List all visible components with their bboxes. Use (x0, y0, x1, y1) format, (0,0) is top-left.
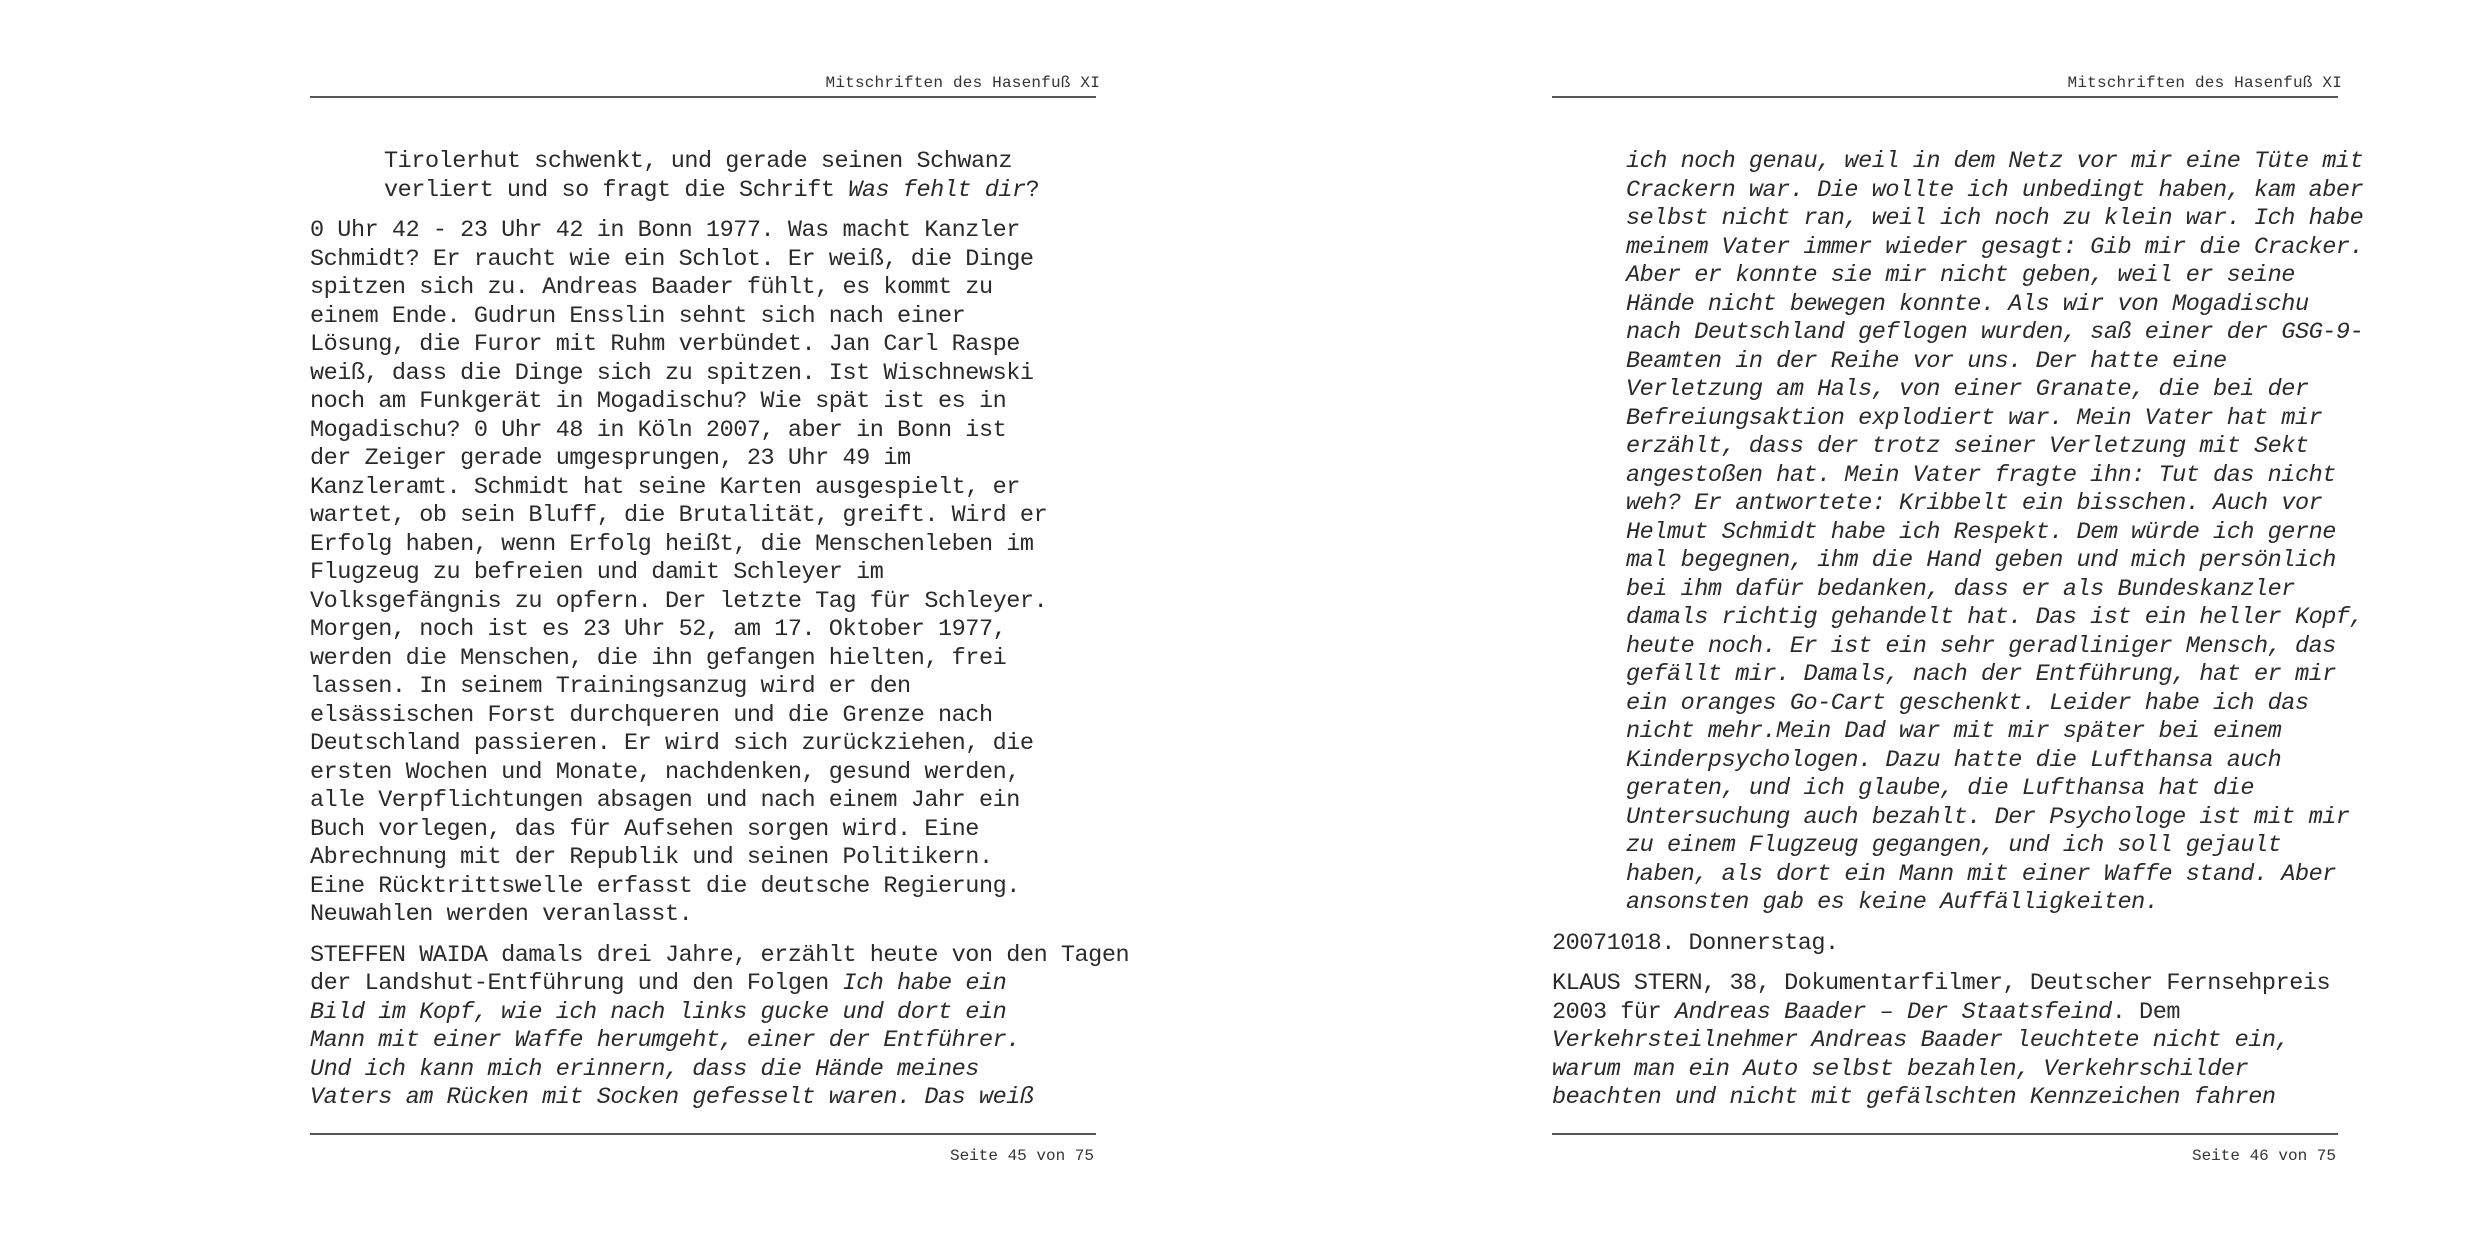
italic-text: damals richtig gehandelt hat. Das ist ein heller Kopf, (1626, 604, 2364, 631)
text-line (310, 1027, 1096, 1056)
footer-rule (310, 1133, 1096, 1135)
italic-text: selbst nicht ran, weil ich noch zu klein war. Ich habe (1626, 205, 2364, 232)
text-segment: Morgen, noch ist es 23 Uhr 52, am 17. Oktober 1977, (310, 616, 1007, 643)
text-line (310, 998, 1096, 1028)
text-line (1552, 1084, 2338, 1113)
text-line (1552, 929, 2338, 959)
text-line (310, 730, 1096, 759)
text-segment: Abrechnung mit der Republik und seinen Politikern. (310, 844, 993, 871)
text-segment: Eine Rücktrittswelle erfasst die deutsche Regierung. (310, 872, 1020, 900)
italic-text: meinem Vater immer wieder gesagt: Gib mir die Cracker. (1626, 233, 2364, 261)
italic-text: Was fehlt dir (848, 176, 1026, 204)
text-line (310, 901, 1096, 930)
text-segment: alle Verpflichtungen absagen und nach einem Jahr ein (310, 787, 1020, 814)
footer-rule (1552, 1133, 2338, 1135)
italic-text: Und ich kann mich erinnern, dass die Hände meines (310, 1055, 979, 1083)
page-right (1552, 0, 2364, 1240)
text-segment: STEFFEN WAIDA damals drei Jahre, erzählt heute von den Tagen (310, 941, 1130, 969)
italic-text: Kinderpsychologen. Dazu hatte die Lufthansa auch (1626, 746, 2282, 774)
text-line (1626, 889, 2338, 918)
text-line (310, 302, 1096, 332)
text-segment: ersten Wochen und Monate, nachdenken, gesund werden, (310, 758, 1020, 786)
italic-text: zu einem Flugzeug gegangen, und ich soll gejault (1626, 832, 2282, 859)
italic-text: ansonsten gab es keine Auffälligkeiten. (1626, 889, 2159, 916)
text-line (1626, 233, 2364, 263)
text-line (1626, 690, 2338, 719)
text-line (1626, 376, 2338, 405)
text-line (1626, 747, 2338, 776)
italic-text: Beamten in der Reihe vor uns. Der hatte eine (1626, 347, 2227, 375)
text-line (1626, 519, 2338, 548)
text-segment: 2003 für (1552, 998, 1675, 1026)
text-segment: ? (1025, 176, 1040, 204)
page-left (310, 0, 1130, 1240)
italic-text: Verkehrsteilnehmer Andreas Baader leuchtete nicht ein, (1552, 1027, 2290, 1054)
text-line (310, 941, 1130, 971)
text-segment: Tirolerhut schwenkt, und gerade seinen Schwanz (384, 148, 1013, 175)
text-segment: 0 Uhr 42 - 23 Uhr 42 in Bonn 1977. Was macht Kanzler (310, 217, 1020, 244)
page-header: Mitschriften des Hasenfuß XI (825, 74, 1100, 92)
text-segment: Lösung, die Furor mit Ruhm verbündet. Jan Carl Raspe (310, 331, 1020, 358)
text-line (1626, 291, 2338, 320)
text-line (1626, 633, 2338, 662)
text-segment: der Zeiger gerade umgesprungen, 23 Uhr 49 im (310, 445, 911, 472)
italic-text: beachten und nicht mit gefälschten Kennzeichen fahren (1552, 1084, 2276, 1111)
text-segment: . Dem (2111, 998, 2181, 1026)
text-line (310, 473, 1096, 503)
text-segment: Deutschland passieren. Er wird sich zurückziehen, die (310, 730, 1034, 757)
text-line (1626, 433, 2338, 462)
header-rule (310, 96, 1096, 98)
text-line (1626, 718, 2338, 747)
text-line (310, 872, 1096, 902)
paragraph (310, 941, 1130, 1113)
text-line (310, 388, 1096, 417)
text-line (310, 644, 1096, 674)
text-segment: weiß, dass die Dinge sich zu spitzen. Ist Wischnewski (310, 359, 1034, 387)
text-line (1626, 405, 2338, 434)
italic-text: nicht mehr.Mein Dad war mit mir später bei einem (1626, 718, 2282, 745)
italic-text: ein oranges Go-Cart geschenkt. Leider habe ich das (1626, 689, 2309, 717)
page-body (310, 148, 1130, 1125)
italic-text: Aber er konnte sie mir nicht geben, weil er seine (1626, 262, 2295, 289)
page-number: Seite 45 von 75 (949, 1147, 1094, 1165)
italic-text: mal begegnen, ihm die Hand geben und mich persönlich (1626, 547, 2336, 574)
text-line (310, 970, 1096, 999)
text-line (310, 1055, 1096, 1085)
text-segment: Buch vorlegen, das für Aufsehen sorgen wird. Eine (310, 815, 979, 843)
paragraph (310, 217, 1096, 930)
text-segment: wartet, ob sein Bluff, die Brutalität, greift. Wird er (310, 502, 1048, 529)
text-segment: Kanzleramt. Schmidt hat seine Karten ausgespielt, er (310, 473, 1020, 501)
italic-text: gefällt mir. Damals, nach der Entführung, hat er mir (1626, 661, 2336, 688)
text-line (1626, 262, 2338, 291)
text-line (310, 616, 1096, 645)
text-line (1626, 661, 2338, 690)
italic-text: erzählt, dass der trotz seiner Verletzung mit Sekt (1626, 433, 2309, 460)
italic-text: angestoßen hat. Mein Vater fragte ihn: Tut das nicht (1626, 461, 2336, 489)
text-line (310, 758, 1096, 788)
text-segment: 20071018. Donnerstag. (1552, 929, 1839, 957)
text-line (310, 245, 1096, 275)
page-number: Seite 46 von 75 (2191, 1147, 2336, 1165)
text-line (310, 502, 1096, 531)
italic-text: haben, als dort ein Mann mit einer Waffe stand. Aber (1626, 860, 2336, 888)
italic-text: Bild im Kopf, wie ich nach links gucke und dort ein (310, 998, 1007, 1026)
text-segment: lassen. In seinem Trainingsanzug wird er den (310, 673, 911, 700)
text-segment: KLAUS STERN, 38, Dokumentarfilmer, Deutscher Fernsehpreis (1552, 970, 2331, 997)
italic-text: Crackern war. Die wollte ich unbedingt haben, kam aber (1626, 176, 2364, 204)
text-segment: verliert und so fragt die Schrift (384, 176, 849, 204)
text-segment: Schmidt? Er raucht wie ein Schlot. Er weiß, die Dinge (310, 245, 1034, 273)
paragraph (310, 148, 1096, 205)
text-segment: Flugzeug zu befreien und damit Schleyer im (310, 559, 884, 586)
text-line (1626, 576, 2338, 605)
italic-text: Vaters am Rücken mit Socken gefesselt waren. Das weiß (310, 1084, 1034, 1111)
italic-text: weh? Er antwortete: Kribbelt ein bisschen. Auch vor (1626, 490, 2323, 517)
paragraph (1552, 148, 2364, 918)
text-line (1552, 1027, 2338, 1056)
italic-text: bei ihm dafür bedanken, dass er als Bundeskanzler (1626, 575, 2295, 603)
text-segment: einem Ende. Gudrun Ensslin sehnt sich nach einer (310, 302, 966, 330)
header-rule (1552, 96, 2338, 98)
italic-text: nach Deutschland geflogen wurden, saß einer der GSG-9- (1626, 319, 2364, 346)
italic-text: geraten, und ich glaube, die Lufthansa hat die (1626, 775, 2255, 802)
text-line (1626, 348, 2338, 377)
text-line (310, 587, 1096, 617)
text-line (1552, 1055, 2338, 1085)
text-line (1626, 861, 2338, 890)
text-line (310, 787, 1096, 816)
text-segment: Mogadischu? 0 Uhr 48 in Köln 2007, aber in Bonn ist (310, 416, 1007, 444)
text-line (310, 559, 1096, 588)
text-line (310, 530, 1096, 560)
text-line (310, 1084, 1096, 1113)
text-segment: werden die Menschen, die ihn gefangen hielten, frei (310, 644, 1007, 672)
page-body (1552, 148, 2364, 1125)
paragraph (1552, 930, 2338, 959)
text-line (1626, 148, 2364, 177)
text-line (1626, 604, 2364, 633)
text-line (310, 701, 1096, 731)
italic-text: Mann mit einer Waffe herumgeht, einer der Entführer. (310, 1027, 1020, 1054)
italic-text: warum man ein Auto selbst bezahlen, Verkehrschilder (1552, 1055, 2249, 1083)
text-line (1626, 490, 2338, 519)
text-line (1626, 547, 2338, 576)
text-line (1626, 462, 2338, 491)
text-line (310, 217, 1096, 246)
text-line (310, 673, 1096, 702)
text-line (310, 844, 1096, 873)
text-line (1626, 319, 2364, 348)
text-segment: Erfolg haben, wenn Erfolg heißt, die Menschenleben im (310, 530, 1034, 558)
text-line (310, 445, 1096, 474)
text-segment: noch am Funkgerät in Mogadischu? Wie spät ist es in (310, 388, 1007, 415)
italic-text: heute noch. Er ist ein sehr geradliniger Mensch, das (1626, 632, 2336, 660)
italic-text: Helmut Schmidt habe ich Respekt. Dem würde ich gerne (1626, 518, 2336, 546)
text-line (310, 359, 1096, 389)
italic-text: Hände nicht bewegen konnte. Als wir von Mogadischu (1626, 290, 2309, 318)
italic-text: ich noch genau, weil in dem Netz vor mir eine Tüte mit (1626, 148, 2364, 175)
italic-text: Andreas Baader – Der Staatsfeind (1674, 998, 2112, 1026)
text-line (384, 148, 1096, 177)
text-line (310, 274, 1096, 303)
text-line (1552, 970, 2338, 999)
text-line (310, 815, 1096, 845)
text-line (1552, 998, 2338, 1028)
page-header: Mitschriften des Hasenfuß XI (2067, 74, 2342, 92)
text-line (1626, 832, 2338, 861)
text-line (1626, 803, 2350, 833)
paragraph (1552, 970, 2338, 1113)
italic-text: Ich habe ein (842, 970, 1007, 997)
italic-text: Untersuchung auch bezahlt. Der Psychologe ist mit mir (1626, 803, 2350, 831)
text-segment: Volksgefängnis zu opfern. Der letzte Tag für Schleyer. (310, 587, 1048, 615)
text-line (310, 331, 1096, 360)
text-line (1626, 205, 2364, 234)
text-line (1626, 176, 2364, 206)
italic-text: Befreiungsaktion explodiert war. Mein Vater hat mir (1626, 404, 2323, 432)
text-segment: spitzen sich zu. Andreas Baader fühlt, es kommt zu (310, 274, 993, 301)
text-line (310, 416, 1096, 446)
text-line (384, 177, 1096, 206)
text-segment: Neuwahlen werden veranlasst. (310, 901, 693, 928)
text-segment: der Landshut-Entführung und den Folgen (310, 970, 843, 997)
text-line (1626, 775, 2338, 804)
text-segment: elsässischen Forst durchqueren und die Grenze nach (310, 701, 993, 729)
italic-text: Verletzung am Hals, von einer Granate, die bei der (1626, 376, 2309, 403)
